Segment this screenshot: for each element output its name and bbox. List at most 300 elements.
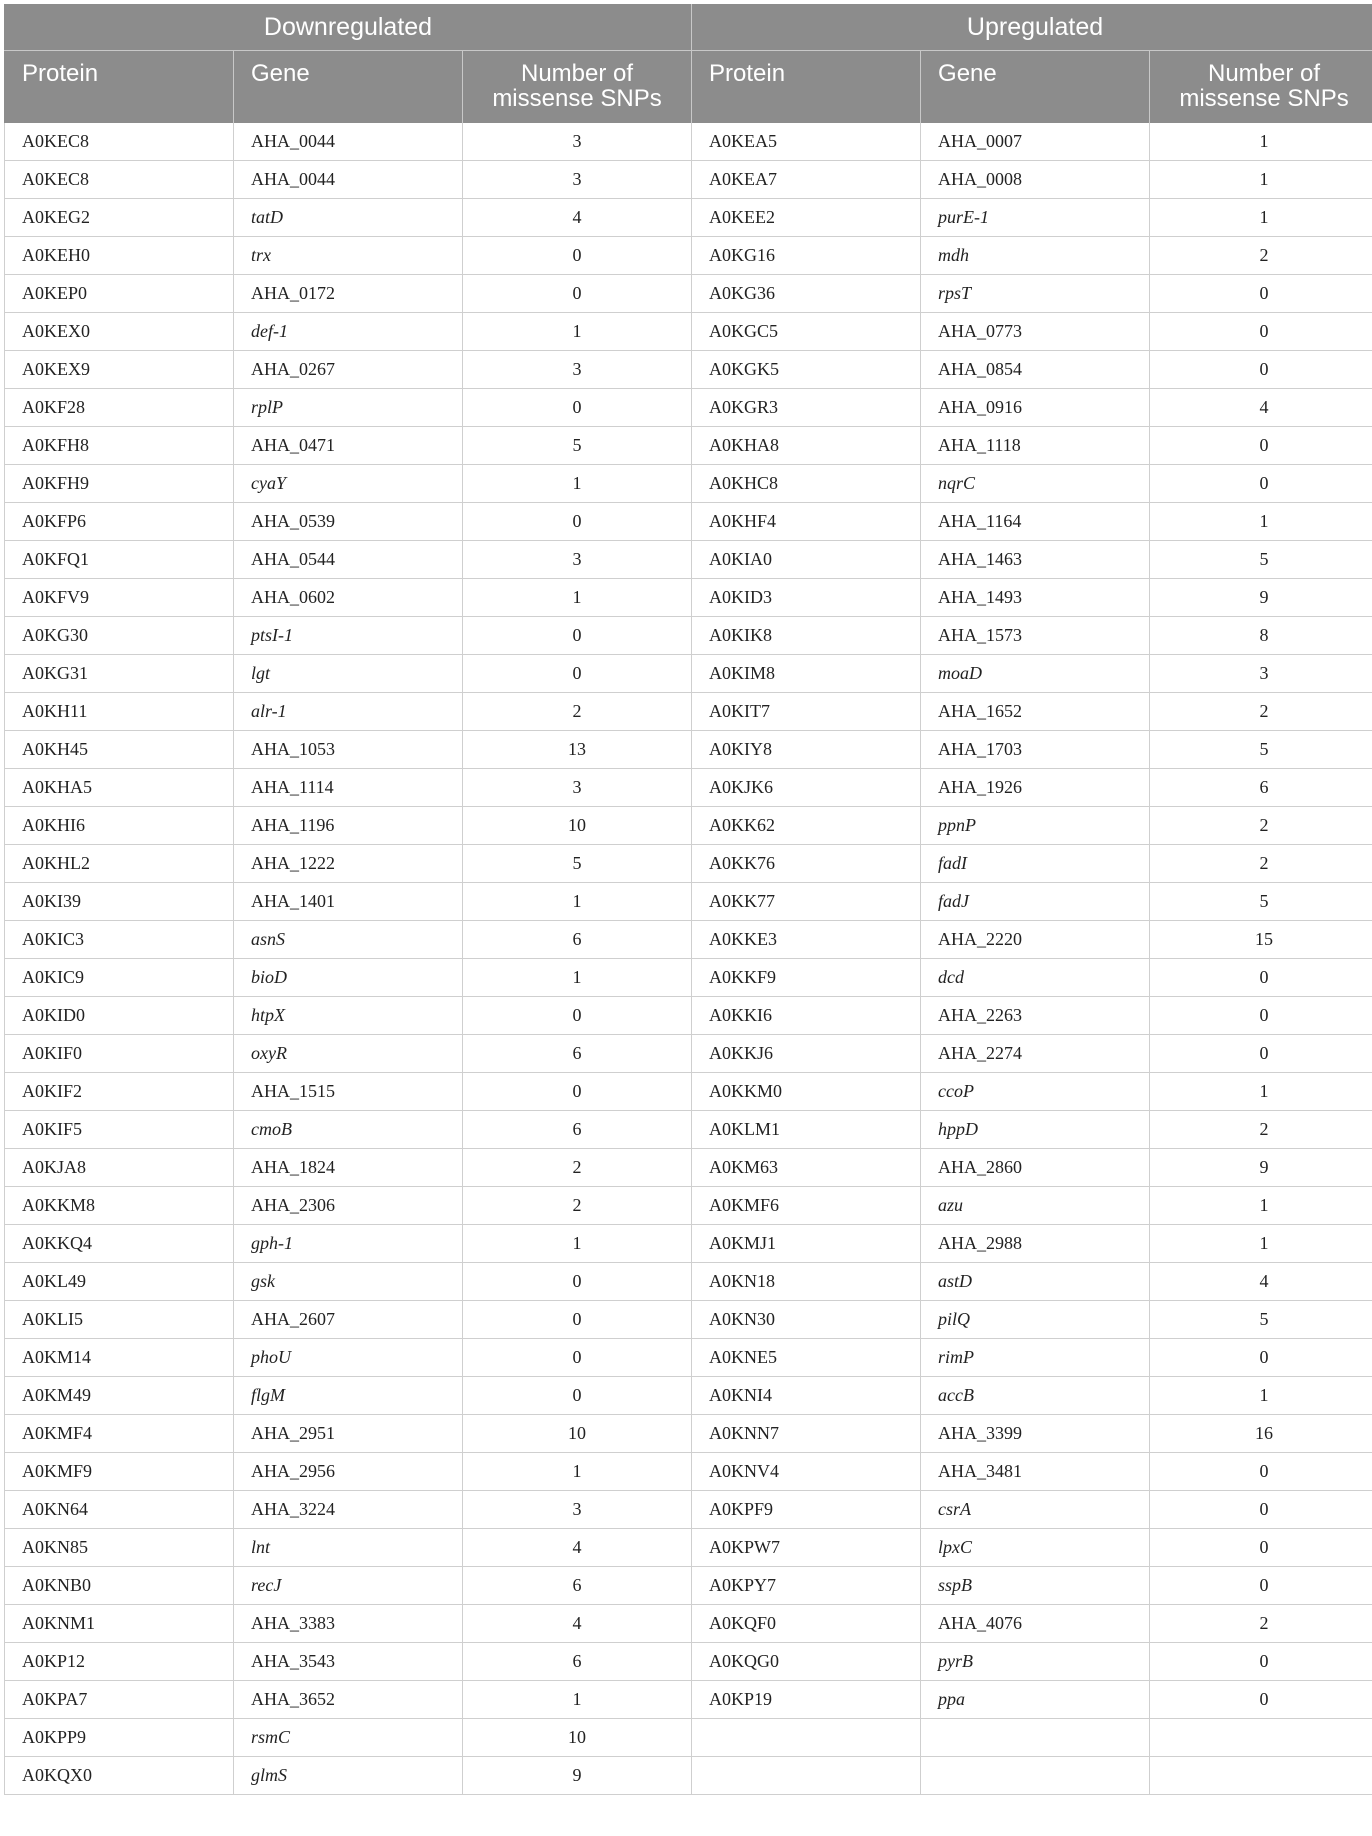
down-snp-count-cell: 0 [463,997,692,1035]
up-snp-count-cell: 0 [1150,313,1372,351]
down-protein-cell: A0KMF4 [5,1415,234,1453]
down-snp-count-cell: 1 [463,1681,692,1719]
up-protein-cell: A0KN30 [692,1301,921,1339]
up-snp-count-cell: 1 [1150,1187,1372,1225]
down-protein-cell: A0KFH9 [5,465,234,503]
down-gene-cell: rplP [234,389,463,427]
group-header-row [5,4,1372,51]
up-gene-cell: nqrC [921,465,1150,503]
up-snp-count-cell: 2 [1150,845,1372,883]
up-snp-count-cell: 1 [1150,1225,1372,1263]
up-protein-cell: A0KGK5 [692,351,921,389]
table-row [5,1339,1372,1377]
down-protein-cell: A0KFV9 [5,579,234,617]
up-gene-cell: ppa [921,1681,1150,1719]
table-row [5,617,1372,655]
down-protein-cell: A0KEX9 [5,351,234,389]
down-gene-cell: flgM [234,1377,463,1415]
down-protein-header: Protein [5,51,234,123]
down-protein-cell: A0KLI5 [5,1301,234,1339]
up-protein-cell: A0KID3 [692,579,921,617]
downregulated-header: Downregulated [5,4,692,51]
up-snp-count-cell: 6 [1150,769,1372,807]
up-snp-count-cell: 5 [1150,883,1372,921]
up-gene-cell: AHA_2263 [921,997,1150,1035]
table-row [5,731,1372,769]
down-gene-cell: AHA_1196 [234,807,463,845]
table-row [5,1453,1372,1491]
up-protein-cell: A0KG36 [692,275,921,313]
down-snp-count-cell: 0 [463,503,692,541]
down-protein-cell: A0KN85 [5,1529,234,1567]
down-protein-cell: A0KIF0 [5,1035,234,1073]
down-protein-cell: A0KIC9 [5,959,234,997]
table-row [5,921,1372,959]
down-gene-cell: AHA_3543 [234,1643,463,1681]
up-snp-count-cell: 3 [1150,655,1372,693]
down-snp-count-cell: 4 [463,1605,692,1643]
up-gene-cell: pilQ [921,1301,1150,1339]
up-protein-cell [692,1719,921,1757]
down-gene-cell: AHA_0172 [234,275,463,313]
up-protein-cell: A0KQF0 [692,1605,921,1643]
table-row [5,1149,1372,1187]
down-snp-count-cell: 5 [463,427,692,465]
up-protein-cell: A0KLM1 [692,1111,921,1149]
down-number-header [463,51,692,123]
down-protein-cell: A0KQX0 [5,1757,234,1795]
up-snp-count-cell: 0 [1150,1567,1372,1605]
down-gene-cell: recJ [234,1567,463,1605]
down-protein-cell: A0KNM1 [5,1605,234,1643]
up-snp-count-cell: 0 [1150,1643,1372,1681]
up-gene-cell: hppD [921,1111,1150,1149]
up-snp-count-cell: 0 [1150,1453,1372,1491]
down-snp-count-cell: 1 [463,883,692,921]
up-protein-cell: A0KNI4 [692,1377,921,1415]
down-snp-count-cell: 3 [463,1491,692,1529]
up-protein-cell: A0KNV4 [692,1453,921,1491]
down-protein-cell: A0KN64 [5,1491,234,1529]
down-gene-cell: lgt [234,655,463,693]
down-snp-count-cell: 1 [463,959,692,997]
up-gene-cell: rimP [921,1339,1150,1377]
up-snp-count-cell: 0 [1150,351,1372,389]
table-row [5,351,1372,389]
up-gene-cell: AHA_3399 [921,1415,1150,1453]
down-snp-count-cell: 1 [463,465,692,503]
up-protein-cell: A0KK77 [692,883,921,921]
table-container [4,4,1368,1795]
down-gene-cell: AHA_0539 [234,503,463,541]
up-gene-cell: AHA_1493 [921,579,1150,617]
down-gene-cell: def-1 [234,313,463,351]
up-protein-cell: A0KPF9 [692,1491,921,1529]
up-gene-cell: ccoP [921,1073,1150,1111]
up-snp-count-cell: 0 [1150,959,1372,997]
down-protein-cell: A0KEH0 [5,237,234,275]
table-row [5,1757,1372,1795]
up-snp-count-cell: 2 [1150,807,1372,845]
down-snp-count-cell: 10 [463,1719,692,1757]
down-protein-cell: A0KFH8 [5,427,234,465]
down-snp-count-cell: 1 [463,1225,692,1263]
down-snp-count-cell: 0 [463,1339,692,1377]
up-gene-cell: AHA_2220 [921,921,1150,959]
table-header [5,4,1372,123]
up-gene-cell: AHA_2988 [921,1225,1150,1263]
down-snp-count-cell: 0 [463,1073,692,1111]
down-snp-count-cell: 3 [463,161,692,199]
up-protein-cell: A0KNE5 [692,1339,921,1377]
down-snp-count-cell: 3 [463,351,692,389]
down-gene-cell: AHA_1053 [234,731,463,769]
down-gene-cell: htpX [234,997,463,1035]
down-protein-cell: A0KIF2 [5,1073,234,1111]
up-snp-count-cell: 2 [1150,237,1372,275]
table-row [5,845,1372,883]
up-protein-header: Protein [692,51,921,123]
up-protein-cell: A0KN18 [692,1263,921,1301]
down-gene-cell: AHA_0267 [234,351,463,389]
down-protein-cell: A0KHA5 [5,769,234,807]
table-row [5,313,1372,351]
table-row [5,1301,1372,1339]
up-gene-cell: AHA_1164 [921,503,1150,541]
up-gene-cell: moaD [921,655,1150,693]
table-row [5,161,1372,199]
up-snp-count-cell: 9 [1150,1149,1372,1187]
up-gene-cell: AHA_2860 [921,1149,1150,1187]
up-snp-count-cell: 2 [1150,1111,1372,1149]
table-row [5,1605,1372,1643]
down-snp-count-cell: 13 [463,731,692,769]
up-protein-cell: A0KP19 [692,1681,921,1719]
up-gene-cell: AHA_1573 [921,617,1150,655]
down-gene-cell: trx [234,237,463,275]
up-protein-cell: A0KHF4 [692,503,921,541]
down-snp-count-cell: 3 [463,769,692,807]
up-snp-count-cell: 0 [1150,1529,1372,1567]
table-row [5,1719,1372,1757]
down-snp-count-cell: 9 [463,1757,692,1795]
down-gene-cell: oxyR [234,1035,463,1073]
down-snp-count-cell: 0 [463,389,692,427]
down-snp-count-cell: 6 [463,1111,692,1149]
table-body [5,123,1372,1795]
down-protein-cell: A0KNB0 [5,1567,234,1605]
down-snp-count-cell: 2 [463,693,692,731]
up-gene-cell: AHA_0007 [921,123,1150,161]
down-gene-header: Gene [234,51,463,123]
down-gene-cell: AHA_1401 [234,883,463,921]
upregulated-header: Upregulated [692,4,1372,51]
up-snp-count-cell: 0 [1150,1035,1372,1073]
down-snp-count-cell: 6 [463,921,692,959]
up-protein-cell: A0KKF9 [692,959,921,997]
up-protein-cell: A0KIM8 [692,655,921,693]
table-row [5,655,1372,693]
down-gene-cell: AHA_3224 [234,1491,463,1529]
up-gene-cell: fadI [921,845,1150,883]
down-protein-cell: A0KEG2 [5,199,234,237]
down-protein-cell: A0KEC8 [5,161,234,199]
table-row [5,123,1372,161]
up-gene-cell: AHA_1703 [921,731,1150,769]
number-header-line1: Number of [1208,60,1321,87]
up-protein-cell: A0KK76 [692,845,921,883]
down-gene-cell: AHA_3383 [234,1605,463,1643]
down-snp-count-cell: 10 [463,807,692,845]
up-protein-cell: A0KNN7 [692,1415,921,1453]
up-gene-cell: AHA_3481 [921,1453,1150,1491]
down-gene-cell: AHA_0602 [234,579,463,617]
up-gene-cell: AHA_0008 [921,161,1150,199]
down-protein-cell: A0KEP0 [5,275,234,313]
up-gene-cell: pyrB [921,1643,1150,1681]
down-gene-cell: lnt [234,1529,463,1567]
up-snp-count-cell: 0 [1150,275,1372,313]
down-protein-cell: A0KIF5 [5,1111,234,1149]
up-gene-cell: mdh [921,237,1150,275]
up-number-header [1150,51,1372,123]
table-row [5,1111,1372,1149]
up-gene-cell: AHA_1118 [921,427,1150,465]
down-protein-cell: A0KF28 [5,389,234,427]
down-protein-cell: A0KHL2 [5,845,234,883]
down-snp-count-cell: 0 [463,1377,692,1415]
up-protein-cell: A0KEA7 [692,161,921,199]
table-row [5,693,1372,731]
up-snp-count-cell: 1 [1150,1377,1372,1415]
down-protein-cell: A0KL49 [5,1263,234,1301]
down-snp-count-cell: 5 [463,845,692,883]
down-protein-cell: A0KKQ4 [5,1225,234,1263]
down-protein-cell: A0KJA8 [5,1149,234,1187]
up-snp-count-cell: 2 [1150,693,1372,731]
table-row [5,237,1372,275]
up-protein-cell: A0KEE2 [692,199,921,237]
down-gene-cell: AHA_2956 [234,1453,463,1491]
up-protein-cell: A0KGR3 [692,389,921,427]
up-protein-cell: A0KIT7 [692,693,921,731]
down-snp-count-cell: 6 [463,1035,692,1073]
up-snp-count-cell [1150,1719,1372,1757]
table-row [5,1187,1372,1225]
down-snp-count-cell: 0 [463,237,692,275]
number-header-line1: Number of [520,60,634,87]
up-gene-cell: AHA_1926 [921,769,1150,807]
down-snp-count-cell: 0 [463,1263,692,1301]
up-snp-count-cell: 1 [1150,199,1372,237]
up-snp-count-cell: 0 [1150,997,1372,1035]
up-protein-cell: A0KQG0 [692,1643,921,1681]
up-protein-cell: A0KKI6 [692,997,921,1035]
down-gene-cell: tatD [234,199,463,237]
down-protein-cell: A0KMF9 [5,1453,234,1491]
down-gene-cell: gph-1 [234,1225,463,1263]
up-protein-cell: A0KIK8 [692,617,921,655]
table-row [5,997,1372,1035]
down-gene-cell: rsmC [234,1719,463,1757]
table-row [5,769,1372,807]
down-protein-cell: A0KM49 [5,1377,234,1415]
snp-table [4,4,1372,1795]
up-protein-cell: A0KHC8 [692,465,921,503]
table-row [5,1073,1372,1111]
up-snp-count-cell: 16 [1150,1415,1372,1453]
down-protein-cell: A0KM14 [5,1339,234,1377]
up-protein-cell: A0KGC5 [692,313,921,351]
down-snp-count-cell: 3 [463,123,692,161]
down-protein-cell: A0KPA7 [5,1681,234,1719]
up-snp-count-cell: 0 [1150,427,1372,465]
down-gene-cell: bioD [234,959,463,997]
up-gene-cell: ppnP [921,807,1150,845]
down-protein-cell: A0KFP6 [5,503,234,541]
down-gene-cell: asnS [234,921,463,959]
up-protein-cell: A0KPY7 [692,1567,921,1605]
up-gene-cell: dcd [921,959,1150,997]
table-row [5,959,1372,997]
up-protein-cell: A0KKE3 [692,921,921,959]
up-snp-count-cell [1150,1757,1372,1795]
down-protein-cell: A0KFQ1 [5,541,234,579]
down-snp-count-cell: 6 [463,1567,692,1605]
table-row [5,503,1372,541]
up-snp-count-cell: 0 [1150,465,1372,503]
up-gene-cell: AHA_1652 [921,693,1150,731]
down-protein-cell: A0KH45 [5,731,234,769]
table-row [5,1567,1372,1605]
table-row [5,1529,1372,1567]
up-protein-cell: A0KK62 [692,807,921,845]
up-snp-count-cell: 4 [1150,1263,1372,1301]
up-protein-cell: A0KIA0 [692,541,921,579]
up-gene-cell: lpxC [921,1529,1150,1567]
up-snp-count-cell: 1 [1150,123,1372,161]
up-snp-count-cell: 5 [1150,731,1372,769]
up-gene-cell [921,1719,1150,1757]
down-protein-cell: A0KID0 [5,997,234,1035]
down-gene-cell: AHA_2951 [234,1415,463,1453]
down-snp-count-cell: 0 [463,617,692,655]
down-gene-cell: gsk [234,1263,463,1301]
down-snp-count-cell: 1 [463,1453,692,1491]
down-protein-cell: A0KP12 [5,1643,234,1681]
table-row [5,1377,1372,1415]
up-protein-cell: A0KPW7 [692,1529,921,1567]
up-gene-cell: AHA_4076 [921,1605,1150,1643]
down-gene-cell: AHA_1222 [234,845,463,883]
down-snp-count-cell: 10 [463,1415,692,1453]
up-gene-cell: AHA_0773 [921,313,1150,351]
number-header-line2: missense SNPs [1179,85,1349,112]
up-gene-cell: purE-1 [921,199,1150,237]
table-row [5,1415,1372,1453]
table-row [5,883,1372,921]
down-snp-count-cell: 1 [463,313,692,351]
up-gene-header: Gene [921,51,1150,123]
table-row [5,807,1372,845]
up-protein-cell: A0KMJ1 [692,1225,921,1263]
table-row [5,1643,1372,1681]
table-row [5,541,1372,579]
down-gene-cell: phoU [234,1339,463,1377]
up-snp-count-cell: 0 [1150,1339,1372,1377]
up-snp-count-cell: 15 [1150,921,1372,959]
down-protein-cell: A0KPP9 [5,1719,234,1757]
up-snp-count-cell: 5 [1150,541,1372,579]
down-snp-count-cell: 4 [463,199,692,237]
down-gene-cell: AHA_2607 [234,1301,463,1339]
up-protein-cell: A0KJK6 [692,769,921,807]
up-snp-count-cell: 1 [1150,161,1372,199]
down-protein-cell: A0KIC3 [5,921,234,959]
up-snp-count-cell: 8 [1150,617,1372,655]
down-gene-cell: glmS [234,1757,463,1795]
down-gene-cell: AHA_0044 [234,161,463,199]
table-row [5,1225,1372,1263]
up-gene-cell: accB [921,1377,1150,1415]
down-protein-cell: A0KI39 [5,883,234,921]
up-gene-cell: csrA [921,1491,1150,1529]
up-snp-count-cell: 1 [1150,1073,1372,1111]
down-protein-cell: A0KG31 [5,655,234,693]
down-gene-cell: AHA_2306 [234,1187,463,1225]
up-snp-count-cell: 1 [1150,503,1372,541]
up-protein-cell: A0KM63 [692,1149,921,1187]
up-gene-cell: AHA_1463 [921,541,1150,579]
down-gene-cell: AHA_1114 [234,769,463,807]
up-protein-cell: A0KKM0 [692,1073,921,1111]
table-row [5,199,1372,237]
down-gene-cell: AHA_0044 [234,123,463,161]
column-header-row [5,51,1372,123]
up-snp-count-cell: 0 [1150,1681,1372,1719]
up-gene-cell: AHA_0854 [921,351,1150,389]
up-gene-cell [921,1757,1150,1795]
table-row [5,1263,1372,1301]
table-row [5,579,1372,617]
table-row [5,389,1372,427]
down-gene-cell: cmoB [234,1111,463,1149]
down-snp-count-cell: 4 [463,1529,692,1567]
down-snp-count-cell: 1 [463,579,692,617]
up-protein-cell [692,1757,921,1795]
down-gene-cell: AHA_1824 [234,1149,463,1187]
up-protein-cell: A0KG16 [692,237,921,275]
down-snp-count-cell: 0 [463,655,692,693]
table-row [5,1681,1372,1719]
up-snp-count-cell: 2 [1150,1605,1372,1643]
table-row [5,1491,1372,1529]
up-protein-cell: A0KKJ6 [692,1035,921,1073]
down-snp-count-cell: 2 [463,1149,692,1187]
up-protein-cell: A0KEA5 [692,123,921,161]
down-snp-count-cell: 0 [463,275,692,313]
up-protein-cell: A0KMF6 [692,1187,921,1225]
up-gene-cell: azu [921,1187,1150,1225]
up-gene-cell: AHA_0916 [921,389,1150,427]
down-gene-cell: ptsI-1 [234,617,463,655]
down-protein-cell: A0KEC8 [5,123,234,161]
table-row [5,275,1372,313]
up-gene-cell: astD [921,1263,1150,1301]
up-protein-cell: A0KHA8 [692,427,921,465]
up-gene-cell: sspB [921,1567,1150,1605]
up-protein-cell: A0KIY8 [692,731,921,769]
